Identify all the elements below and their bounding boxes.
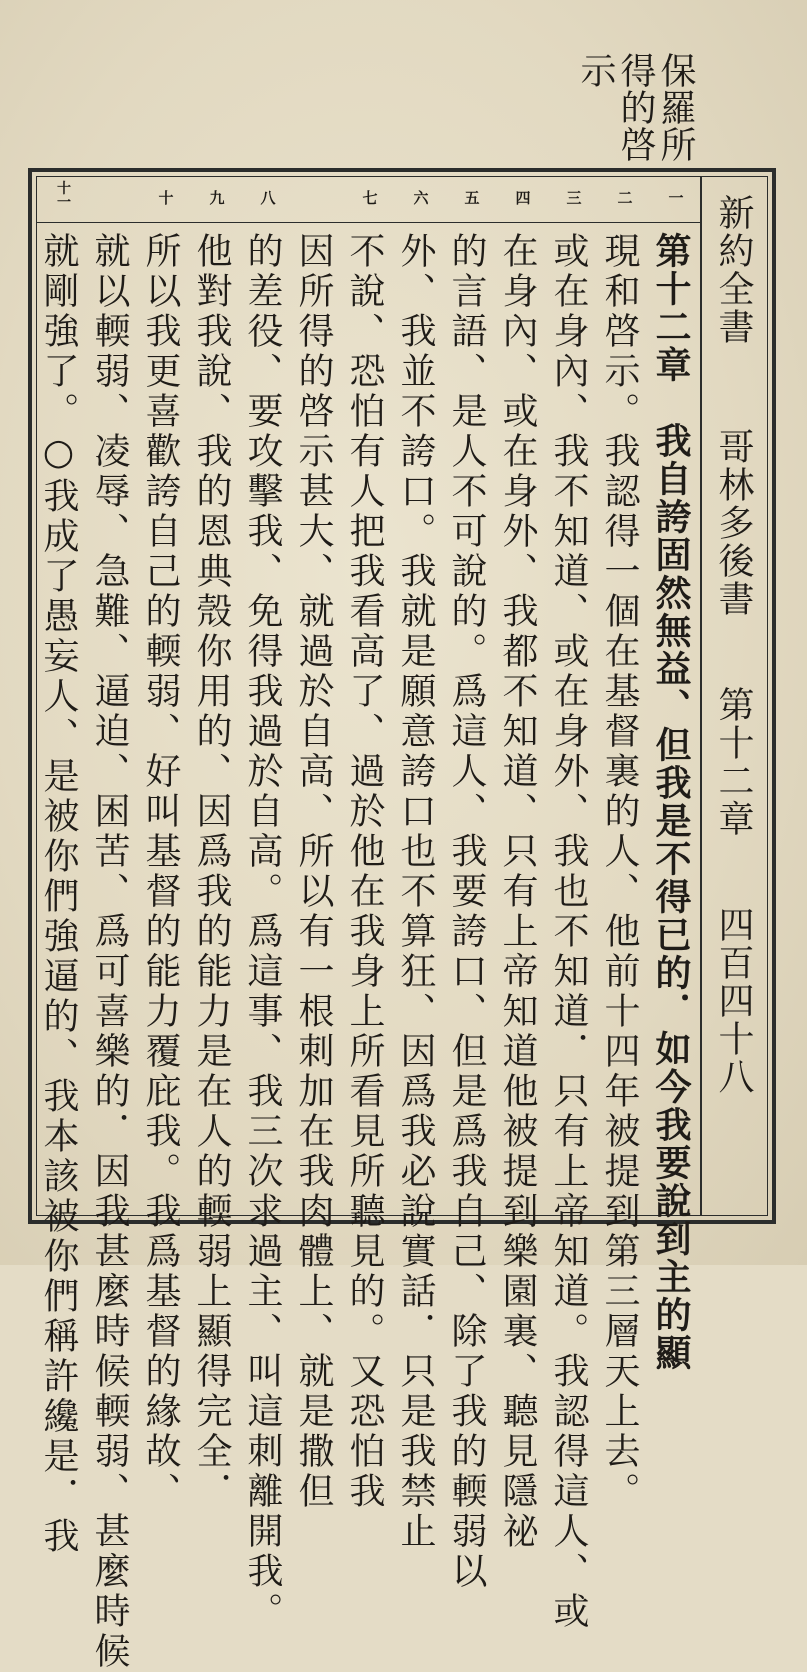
verse-marker: 二 — [617, 189, 633, 207]
page-number: 四百四十八 — [713, 906, 754, 1096]
text-column: 第十二章 我自誇固然無益、但我是不得已的．如今我要說到主的顯 — [650, 232, 692, 1372]
verse-number-row — [36, 180, 700, 222]
verse-marker: 六 — [413, 189, 429, 207]
running-head-line: 得的啓 — [615, 52, 656, 163]
verse-marker: 三 — [566, 189, 582, 207]
text-column: 所以我更喜歡誇自己的輭弱、好叫基督的能力覆庇我。我爲基督的緣故、 — [140, 232, 181, 1512]
running-head-line: 示 — [575, 52, 616, 89]
text-column: 的差役、要攻擊我、免得我過於自高。爲這事、我三次求過主、叫這刺離開我。 — [242, 232, 283, 1632]
text-column: 在身內、或在身外、我都不知道、只有上帝知道他被提到樂園裏、聽見隱祕 — [497, 232, 538, 1552]
chapter-label: 第十二章 — [713, 686, 754, 838]
verse-marker: 九 — [209, 189, 225, 207]
verse-marker: 八 — [260, 189, 276, 207]
text-column: 就以輭弱、凌辱、急難、逼迫、困苦、爲可喜樂的．因我甚麼時候輭弱、甚麼時候 — [89, 232, 130, 1672]
book-title: 新約全書 — [713, 194, 754, 346]
text-column: 或在身內、我不知道、或在身外、我也不知道．只有上帝知道。我認得這人、或 — [548, 232, 589, 1632]
scripture-body — [38, 232, 696, 1672]
running-head — [575, 52, 695, 163]
side-column — [700, 176, 768, 1216]
text-column: 不說、恐怕有人把我看高了、過於他在我身上所看見所聽見的。又恐怕我 — [344, 232, 385, 1512]
text-column: 現和啓示。我認得一個在基督裏的人、他前十四年被提到第三層天上去。 — [599, 232, 640, 1512]
verse-marker: 七 — [362, 189, 378, 207]
verse-marker: 十 — [158, 189, 174, 207]
verse-marker: 一 — [668, 189, 684, 207]
text-column: 外、我並不誇口。我就是願意誇口也不算狂、因爲我必說實話．只是我禁止 — [395, 232, 436, 1552]
text-column: 的言語、是人不可說的。爲這人、我要誇口、但是爲我自己、除了我的輭弱以 — [446, 232, 487, 1592]
verse-number-rule — [36, 222, 700, 223]
text-column: 就剛強了。○我成了愚妄人、是被你們強逼的、我本該被你們稱許纔是．我 — [38, 232, 79, 1557]
verse-marker: 十一 — [57, 181, 71, 211]
verse-marker: 五 — [464, 189, 480, 207]
running-head-line: 保羅所 — [655, 52, 696, 163]
epistle-title: 哥林多後書 — [713, 428, 754, 618]
text-column: 因所得的啓示甚大、就過於自高、所以有一根刺加在我肉體上、就是撒但 — [293, 232, 334, 1512]
verse-marker: 四 — [515, 189, 531, 207]
text-column: 他對我說、我的恩典殼你用的、因爲我的能力是在人的輭弱上顯得完全． — [191, 232, 232, 1512]
